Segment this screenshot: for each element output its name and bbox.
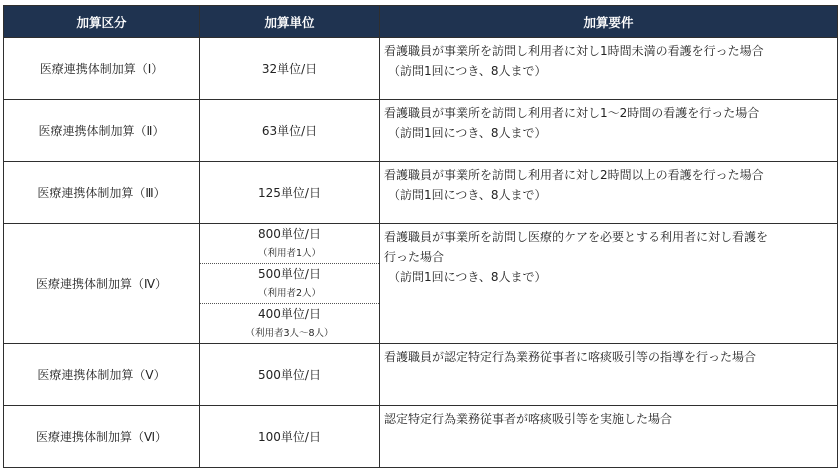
requirement-cell	[380, 224, 838, 344]
header-row	[4, 6, 838, 38]
category-cell: 医療連携体制加算（Ⅱ）	[4, 100, 200, 162]
unit-cell: 125単位/日	[200, 162, 380, 224]
category-cell: 医療連携体制加算（Ⅴ）	[4, 344, 200, 406]
sub-unit-condition: （利用者1人）	[257, 247, 322, 259]
unit-cell	[200, 224, 380, 344]
sub-unit-value: 400単位/日	[258, 306, 321, 321]
header-unit: 加算単位	[200, 6, 380, 38]
kasan-table	[3, 5, 838, 468]
table-row	[4, 344, 838, 406]
requirement-note: （訪問1回につき、8人まで）	[388, 126, 547, 140]
requirement-cell	[380, 100, 838, 162]
requirement-cell	[380, 162, 838, 224]
requirement-text: 看護職員が事業所を訪問し利用者に対し2時間以上の看護を行った場合	[384, 168, 764, 182]
requirement-text-cont: 行った場合	[384, 250, 445, 264]
table-row	[4, 224, 838, 344]
sub-unit	[200, 304, 379, 343]
header-category: 加算区分	[4, 6, 200, 38]
sub-unit	[200, 264, 379, 304]
requirement-cell	[380, 406, 838, 468]
table-row	[4, 100, 838, 162]
table-row	[4, 406, 838, 468]
unit-cell: 32単位/日	[200, 38, 380, 100]
unit-cell: 63単位/日	[200, 100, 380, 162]
requirement-text: 看護職員が事業所を訪問し利用者に対し1～2時間の看護を行った場合	[384, 106, 760, 120]
sub-unit-value: 800単位/日	[258, 226, 321, 241]
requirement-text: 認定特定行為業務従事者が喀痰吸引等を実施した場合	[384, 412, 673, 426]
requirement-text: 看護職員が事業所を訪問し医療的ケアを必要とする利用者に対し看護を	[384, 230, 769, 244]
sub-unit-condition: （利用者3人～8人）	[245, 327, 334, 339]
category-cell: 医療連携体制加算（Ⅲ）	[4, 162, 200, 224]
requirement-note: （訪問1回につき、8人まで）	[388, 270, 547, 284]
sub-unit-condition: （利用者2人）	[257, 287, 322, 299]
requirement-note: （訪問1回につき、8人まで）	[388, 188, 547, 202]
sub-unit	[200, 224, 379, 264]
header-requirement: 加算要件	[380, 6, 838, 38]
category-cell: 医療連携体制加算（Ⅳ）	[4, 224, 200, 344]
requirement-note: （訪問1回につき、8人まで）	[388, 64, 547, 78]
category-cell: 医療連携体制加算（Ⅰ）	[4, 38, 200, 100]
table-row	[4, 38, 838, 100]
requirement-text: 看護職員が認定特定行為業務従事者に喀痰吸引等の指導を行った場合	[384, 350, 757, 364]
unit-cell: 500単位/日	[200, 344, 380, 406]
unit-cell: 100単位/日	[200, 406, 380, 468]
requirement-cell	[380, 38, 838, 100]
table-row	[4, 162, 838, 224]
requirement-cell	[380, 344, 838, 406]
requirement-text: 看護職員が事業所を訪問し利用者に対し1時間未満の看護を行った場合	[384, 44, 764, 58]
sub-unit-value: 500単位/日	[258, 266, 321, 281]
category-cell: 医療連携体制加算（Ⅵ）	[4, 406, 200, 468]
